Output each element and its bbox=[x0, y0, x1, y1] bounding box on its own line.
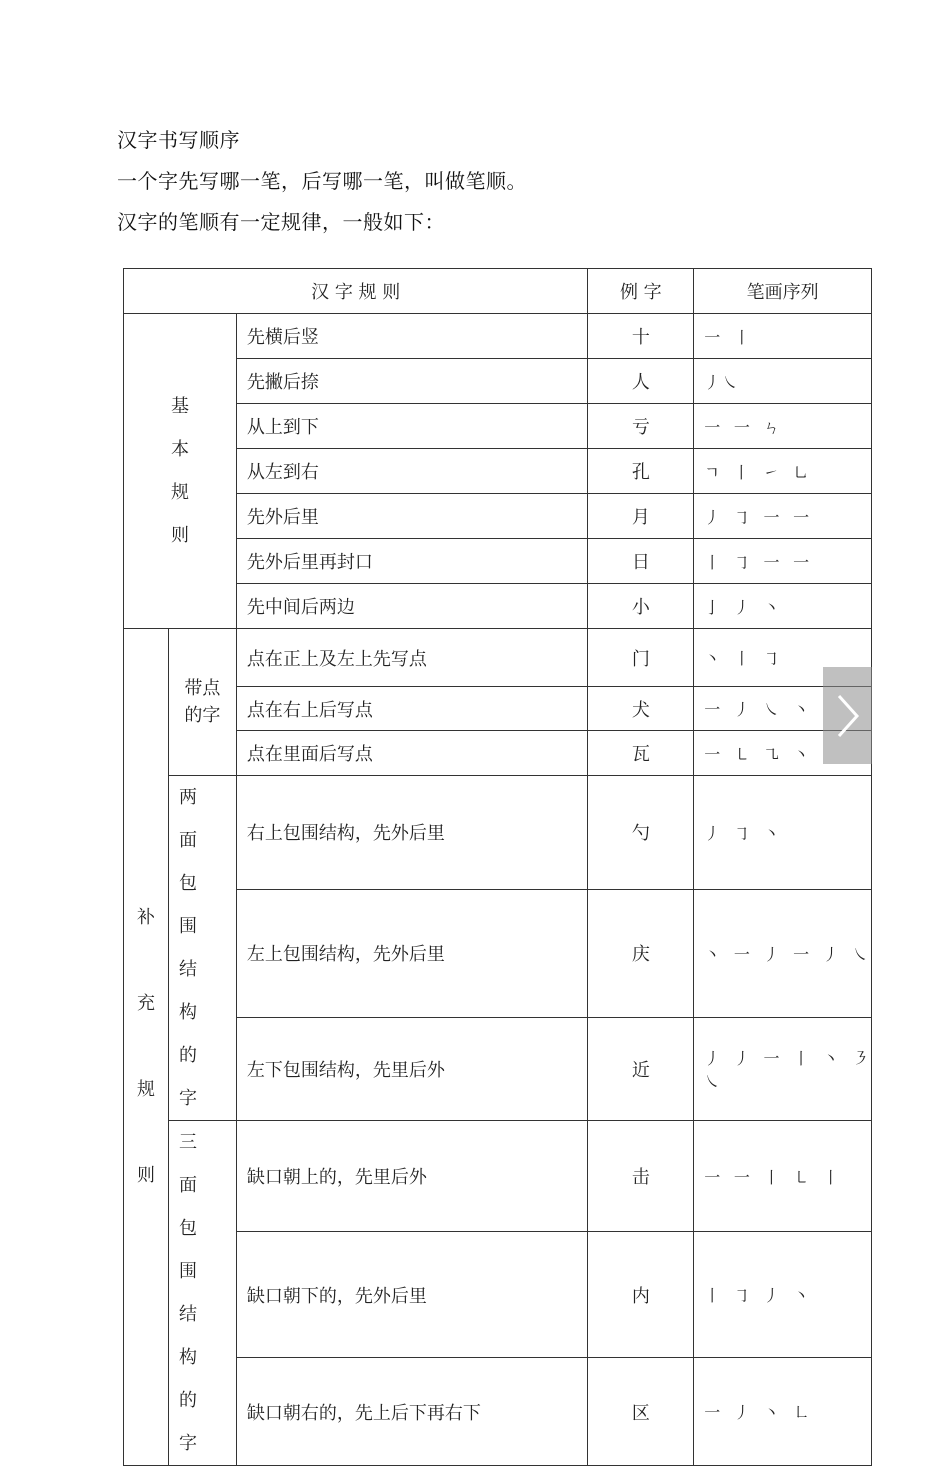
example-char: 内 bbox=[588, 1232, 694, 1358]
group-label-dots: 带点 的字 bbox=[168, 629, 236, 776]
stroke-sequence: ㄱ 丨 ㇀ ㇟ bbox=[694, 449, 872, 494]
table-row bbox=[124, 359, 872, 404]
stroke-order-table bbox=[123, 268, 872, 1466]
table-row bbox=[124, 629, 872, 687]
table-header-row bbox=[124, 269, 872, 314]
stroke-sequence: 一 丿 丶 ㇗ bbox=[694, 1358, 872, 1466]
table-row bbox=[124, 314, 872, 359]
stroke-sequence: 丨 ㇆ 丿 丶 bbox=[694, 1232, 872, 1358]
table-row bbox=[124, 776, 872, 890]
rule-text: 从上到下 bbox=[236, 404, 587, 449]
header-strokes: 笔画序列 bbox=[694, 269, 872, 314]
rule-text: 先外后里再封口 bbox=[236, 539, 587, 584]
rule-text: 从左到右 bbox=[236, 449, 587, 494]
example-char: 十 bbox=[588, 314, 694, 359]
next-page-button[interactable] bbox=[823, 667, 872, 764]
table-row bbox=[124, 1232, 872, 1358]
rule-text: 左下包围结构，先里后外 bbox=[236, 1017, 587, 1120]
stroke-sequence: 丶 一 丿 一 丿 ㇏ bbox=[694, 889, 872, 1017]
stroke-sequence: 一 ㇄ ㇈ 丶 bbox=[694, 731, 872, 776]
table-row bbox=[124, 494, 872, 539]
stroke-sequence: 一 丿 ㇏ 丶 bbox=[694, 687, 872, 731]
example-char: 亏 bbox=[588, 404, 694, 449]
table-row bbox=[124, 1121, 872, 1232]
group-label-three-sided: 三面 包围 结构 的字 bbox=[168, 1121, 236, 1466]
stroke-sequence: 丿 ㇆ 一 一 bbox=[694, 494, 872, 539]
table-row bbox=[124, 889, 872, 1017]
intro-line-1: 一个字先写哪一笔，后写哪一笔，叫做笔顺。 bbox=[117, 169, 527, 193]
stroke-sequence: 一 一 丨 ㇄ 丨 bbox=[694, 1121, 872, 1232]
rule-text: 先撇后捺 bbox=[236, 359, 587, 404]
table-row bbox=[124, 1017, 872, 1120]
example-char: 小 bbox=[588, 584, 694, 629]
example-char: 勺 bbox=[588, 776, 694, 890]
example-char: 瓦 bbox=[588, 731, 694, 776]
intro-line-2: 汉字的笔顺有一定规律，一般如下： bbox=[117, 210, 445, 234]
rule-text: 先外后里 bbox=[236, 494, 587, 539]
stroke-sequence: 丨 ㇆ 一 一 bbox=[694, 539, 872, 584]
intro-text bbox=[117, 120, 527, 243]
example-char: 孔 bbox=[588, 449, 694, 494]
example-char: 人 bbox=[588, 359, 694, 404]
table-row bbox=[124, 687, 872, 731]
stroke-sequence: 一 一 ㄣ bbox=[694, 404, 872, 449]
stroke-sequence: 丿 ㇆ 丶 bbox=[694, 776, 872, 890]
rule-text: 右上包围结构，先外后里 bbox=[236, 776, 587, 890]
example-char: 区 bbox=[588, 1358, 694, 1466]
supplement-rules-label: 补 充 规 则 bbox=[124, 629, 169, 1466]
table-row bbox=[124, 404, 872, 449]
rule-text: 左上包围结构，先外后里 bbox=[236, 889, 587, 1017]
stroke-sequence: 丿㇏ bbox=[694, 359, 872, 404]
rule-text: 点在里面后写点 bbox=[236, 731, 587, 776]
rule-text: 缺口朝右的，先上后下再右下 bbox=[236, 1358, 587, 1466]
example-char: 犬 bbox=[588, 687, 694, 731]
table-row bbox=[124, 539, 872, 584]
header-example: 例 字 bbox=[588, 269, 694, 314]
stroke-sequence: 丶 丨 ㇆ bbox=[694, 629, 872, 687]
example-char: 击 bbox=[588, 1121, 694, 1232]
example-char: 月 bbox=[588, 494, 694, 539]
rule-text: 先中间后两边 bbox=[236, 584, 587, 629]
table-row bbox=[124, 449, 872, 494]
rule-text: 点在右上后写点 bbox=[236, 687, 587, 731]
stroke-sequence: 亅 丿 丶 bbox=[694, 584, 872, 629]
rule-text: 缺口朝下的，先外后里 bbox=[236, 1232, 587, 1358]
rule-text: 缺口朝上的，先里后外 bbox=[236, 1121, 587, 1232]
example-char: 日 bbox=[588, 539, 694, 584]
stroke-sequence: 一 丨 bbox=[694, 314, 872, 359]
rule-text: 点在正上及左上先写点 bbox=[236, 629, 587, 687]
table-row bbox=[124, 584, 872, 629]
header-rule: 汉 字 规 则 bbox=[124, 269, 588, 314]
chevron-right-icon bbox=[835, 693, 861, 739]
example-char: 庆 bbox=[588, 889, 694, 1017]
table-row bbox=[124, 1358, 872, 1466]
example-char: 近 bbox=[588, 1017, 694, 1120]
rule-text: 先横后竖 bbox=[236, 314, 587, 359]
example-char: 门 bbox=[588, 629, 694, 687]
doc-title: 汉字书写顺序 bbox=[117, 128, 240, 152]
stroke-sequence: 丿 丿 一 丨 丶 ㇋ ㇏ bbox=[694, 1017, 872, 1120]
group-label-two-sided: 两面 包围 结构 的字 bbox=[168, 776, 236, 1121]
basic-rules-label: 基 本 规 则 bbox=[124, 314, 237, 629]
table-row bbox=[124, 731, 872, 776]
